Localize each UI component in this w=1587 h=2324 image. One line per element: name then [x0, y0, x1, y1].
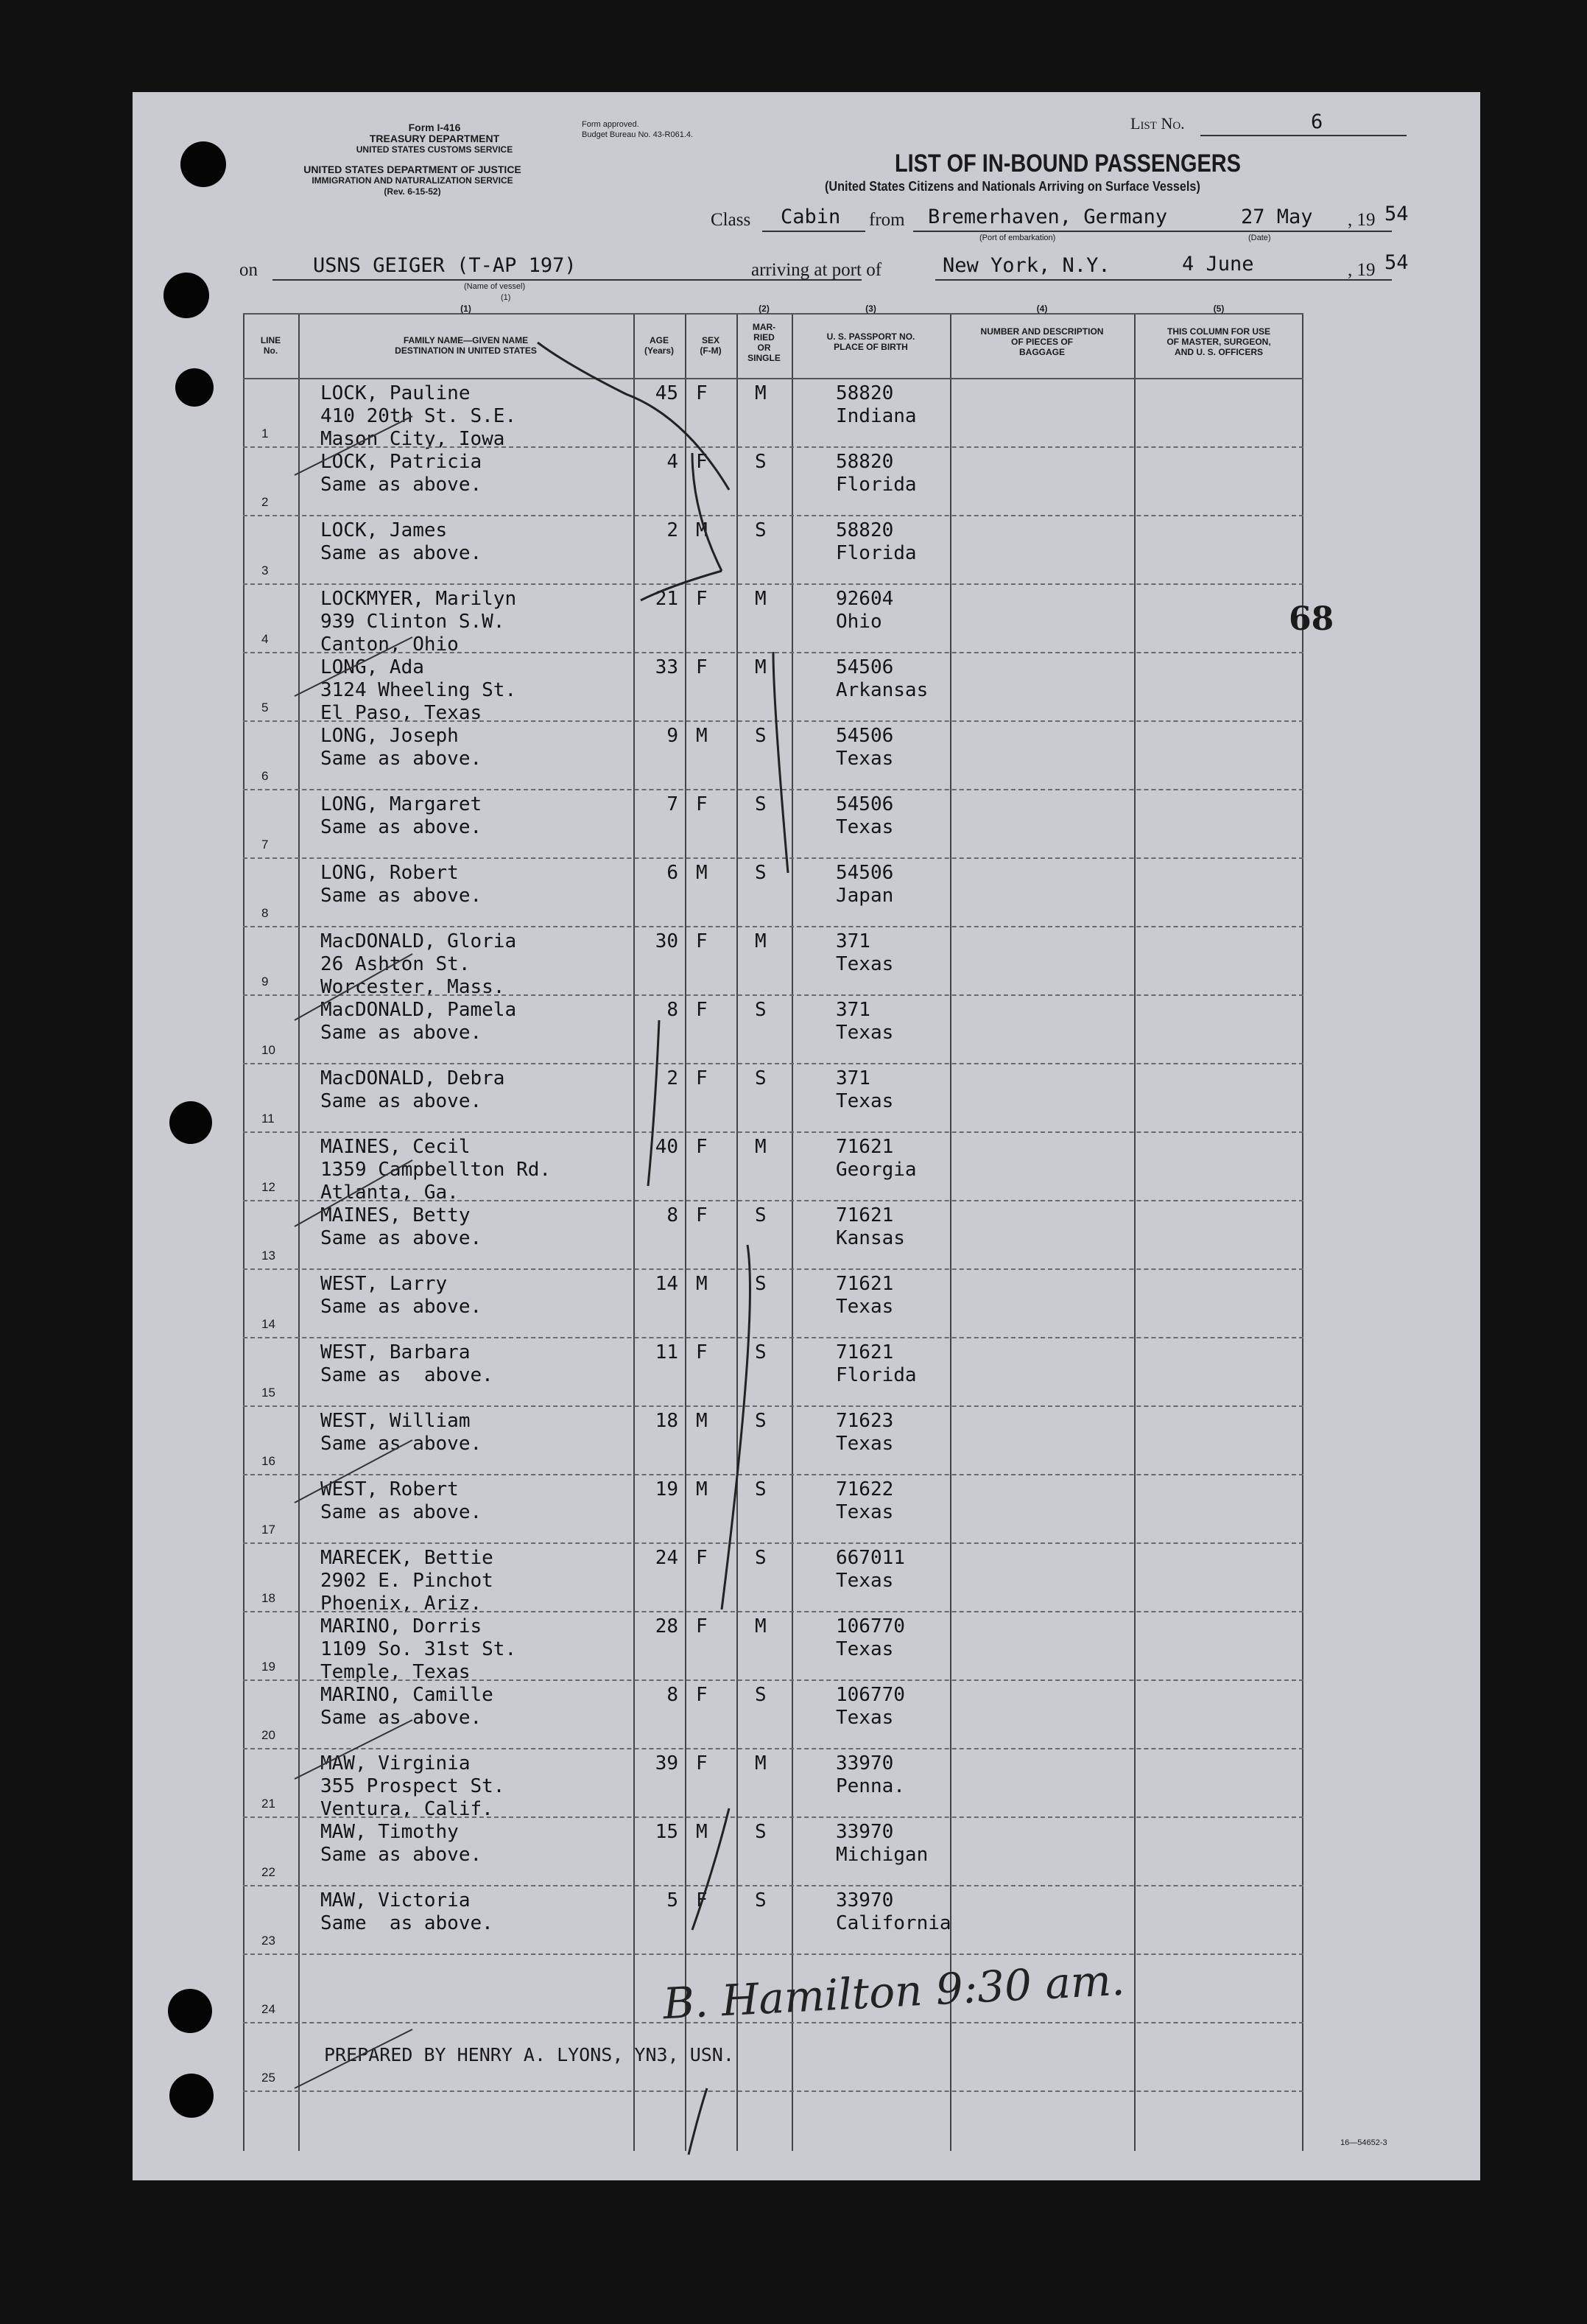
passport-and-birthplace: 54506 Texas [836, 725, 894, 770]
passenger-marital-status: S [755, 1273, 767, 1295]
col-header-sex: SEX (F-M) [700, 335, 722, 356]
passenger-age: 8 [666, 1204, 678, 1226]
passenger-age: 15 [655, 1821, 678, 1843]
passenger-name-destination: MacDONALD, Debra Same as above. [320, 1067, 505, 1112]
line-number: 16 [261, 1454, 275, 1468]
passport-and-birthplace: 71621 Texas [836, 1273, 894, 1318]
col-header-name: FAMILY NAME—GIVEN NAME DESTINATION IN UNITED STATES [395, 335, 537, 356]
passenger-age: 28 [655, 1615, 678, 1637]
line-number: 3 [261, 564, 269, 578]
line-number: 5 [261, 701, 269, 715]
punch-hole [169, 2074, 214, 2118]
passport-and-birthplace: 71621 Florida [836, 1341, 917, 1386]
passenger-age: 9 [666, 725, 678, 747]
passenger-age: 2 [666, 519, 678, 541]
line-number: 8 [261, 906, 269, 920]
line-number: 4 [261, 632, 269, 646]
passenger-age: 33 [655, 656, 678, 678]
class-underline [762, 231, 865, 232]
passenger-name-destination: MAW, Timothy Same as above. [320, 1821, 482, 1866]
passenger-age: 4 [666, 451, 678, 473]
justice-dept: UNITED STATES DEPARTMENT OF JUSTICE [303, 164, 521, 175]
passenger-name-destination: MAW, Victoria Same as above. [320, 1889, 493, 1934]
passenger-sex: F [696, 1889, 708, 1911]
passport-and-birthplace: 58820 Indiana [836, 382, 917, 427]
passenger-marital-status: S [755, 1341, 767, 1363]
passport-and-birthplace: 371 Texas [836, 999, 894, 1044]
passenger-age: 40 [655, 1136, 678, 1158]
passenger-sex: F [696, 1204, 708, 1226]
passport-and-birthplace: 54506 Arkansas [836, 656, 929, 701]
passenger-sex: F [696, 999, 708, 1021]
class-value: Cabin [781, 206, 841, 228]
passenger-marital-status: S [755, 519, 767, 541]
passenger-sex: F [696, 1067, 708, 1089]
line-number: 10 [261, 1043, 275, 1057]
col-header-line-no: LINE No. [260, 335, 281, 356]
col-header-officers: THIS COLUMN FOR USE OF MASTER, SURGEON, AND U. S. OFFICERS [1167, 326, 1271, 357]
arrival-year-prefix: , 19 [1348, 260, 1376, 280]
passenger-age: 8 [666, 999, 678, 1021]
check-mark [295, 954, 412, 1020]
passenger-marital-status: S [755, 862, 767, 884]
passport-and-birthplace: 371 Texas [836, 930, 894, 975]
passenger-marital-status: S [755, 1067, 767, 1089]
passenger-name-destination: LOCK, Patricia Same as above. [320, 451, 482, 496]
passenger-name-destination: MARECEK, Bettie 2902 E. Pinchot Phoenix, Ariz. [320, 1547, 493, 1615]
passenger-sex: F [696, 1615, 708, 1637]
passenger-name-destination: LONG, Margaret Same as above. [320, 793, 482, 838]
passenger-marital-status: M [755, 656, 767, 678]
passenger-name-destination: MacDONALD, Gloria 26 Ashton St. Worcester, Mass. [320, 930, 517, 998]
passenger-marital-status: S [755, 999, 767, 1021]
passenger-name-destination: WEST, Barbara Same as above. [320, 1341, 493, 1386]
passport-and-birthplace: 33970 Penna. [836, 1752, 905, 1797]
passport-and-birthplace: 71621 Georgia [836, 1136, 917, 1181]
passenger-marital-status: S [755, 1478, 767, 1500]
passenger-age: 24 [655, 1547, 678, 1569]
passport-and-birthplace: 71623 Texas [836, 1410, 894, 1455]
embark-underline [913, 231, 1392, 232]
passenger-age: 7 [666, 793, 678, 815]
line-number: 18 [261, 1591, 275, 1605]
passenger-age: 30 [655, 930, 678, 952]
passenger-marital-status: S [755, 1547, 767, 1569]
passenger-sex: M [696, 1273, 708, 1295]
customs-service: UNITED STATES CUSTOMS SERVICE [356, 144, 513, 155]
passenger-sex: M [696, 1478, 708, 1500]
passenger-age: 8 [666, 1684, 678, 1706]
check-mark [641, 571, 722, 600]
passenger-name-destination: LONG, Joseph Same as above. [320, 725, 482, 770]
col-header-age: AGE (Years) [644, 335, 675, 356]
line-number: 13 [261, 1249, 275, 1263]
passenger-age: 21 [655, 588, 678, 610]
line-number: 6 [261, 769, 269, 783]
margin-number: 68 [1289, 600, 1334, 638]
arrival-underline [935, 279, 1392, 281]
passenger-sex: F [696, 930, 708, 952]
passenger-marital-status: S [755, 1889, 767, 1911]
line-number: 20 [261, 1728, 275, 1742]
passenger-marital-status: S [755, 1821, 767, 1843]
col-number-married: (2) [759, 303, 770, 314]
passenger-name-destination: LOCKMYER, Marilyn 939 Clinton S.W. Canton, Ohio [320, 588, 517, 656]
passenger-marital-status: S [755, 1684, 767, 1706]
col-number-name: (1) [460, 303, 471, 314]
line-number: 25 [261, 2071, 275, 2085]
punch-hole [168, 1989, 212, 2033]
line-number: 1 [261, 426, 269, 440]
passenger-age: 19 [655, 1478, 678, 1500]
port-of-embarkation: Bremerhaven, Germany [928, 206, 1168, 228]
passenger-marital-status: S [755, 793, 767, 815]
passport-and-birthplace: 71621 Kansas [836, 1204, 905, 1249]
form-code: 16—54652-3 [1340, 2138, 1387, 2147]
passport-and-birthplace: 33970 Michigan [836, 1821, 929, 1866]
passenger-sex: F [696, 1341, 708, 1363]
line-number: 17 [261, 1523, 275, 1537]
passenger-age: 45 [655, 382, 678, 404]
vessel-caption: (Name of vessel) [464, 282, 526, 291]
form-revision: (Rev. 6-15-52) [384, 186, 441, 197]
embark-year-prefix: , 19 [1348, 210, 1376, 230]
port-embark-caption: (Port of embarkation) [979, 234, 1056, 242]
passport-and-birthplace: 92604 Ohio [836, 588, 894, 633]
passport-and-birthplace: 71622 Texas [836, 1478, 894, 1523]
check-mark [648, 1020, 659, 1186]
embarkation-date: 27 May [1241, 206, 1313, 228]
passenger-marital-status: M [755, 1136, 767, 1158]
line-number: 7 [261, 838, 269, 852]
check-mark [295, 1440, 412, 1503]
line-number: 12 [261, 1180, 275, 1194]
col-header-baggage: NUMBER AND DESCRIPTION OF PIECES OF BAGGAGE [980, 326, 1104, 357]
check-mark [295, 637, 412, 696]
line-number: 24 [261, 2002, 275, 2016]
check-mark [295, 416, 412, 475]
arrival-date: 4 June [1182, 253, 1254, 275]
punch-hole [163, 273, 209, 318]
ins-service: IMMIGRATION AND NATURALIZATION SERVICE [312, 175, 513, 186]
vessel-name: USNS GEIGER (T-AP 197) [313, 254, 577, 277]
line-number: 22 [261, 1865, 275, 1879]
passenger-sex: M [696, 1410, 708, 1432]
passenger-name-destination: LOCK, Pauline 410 20th St. S.E. Mason City, Iowa [320, 382, 517, 450]
passport-and-birthplace: 106770 Texas [836, 1684, 905, 1729]
passenger-marital-status: M [755, 930, 767, 952]
passenger-age: 2 [666, 1067, 678, 1089]
passenger-age: 14 [655, 1273, 678, 1295]
passenger-sex: F [696, 1136, 708, 1158]
passenger-name-destination: WEST, William Same as above. [320, 1410, 482, 1455]
check-mark [689, 2088, 707, 2155]
passport-and-birthplace: 667011 Texas [836, 1547, 905, 1592]
line-number: 11 [261, 1112, 275, 1126]
check-mark [773, 652, 788, 873]
check-mark [722, 1245, 750, 1609]
vessel-column-number: (1) [501, 293, 511, 302]
passenger-age: 18 [655, 1410, 678, 1432]
form-approved: Form approved. [582, 120, 639, 129]
line-number: 19 [261, 1660, 275, 1674]
passenger-name-destination: LONG, Robert Same as above. [320, 862, 482, 907]
passenger-sex: F [696, 1752, 708, 1774]
passenger-sex: F [696, 793, 708, 815]
on-label: on [239, 260, 258, 280]
check-mark [295, 1160, 412, 1226]
passport-and-birthplace: 106770 Texas [836, 1615, 905, 1660]
passenger-marital-status: M [755, 382, 767, 404]
passport-and-birthplace: 33970 California [836, 1889, 951, 1934]
check-mark [295, 1720, 412, 1779]
punch-hole [175, 368, 214, 407]
passenger-name-destination: MacDONALD, Pamela Same as above. [320, 999, 517, 1044]
passport-and-birthplace: 54506 Texas [836, 793, 894, 838]
col-header-married: MAR- RIED OR SINGLE [747, 322, 781, 363]
passenger-marital-status: M [755, 588, 767, 610]
date-caption: (Date) [1248, 234, 1271, 242]
list-number-underline [1200, 135, 1407, 136]
line-number: 21 [261, 1797, 275, 1811]
check-mark [692, 1808, 729, 1930]
col-header-passport: U. S. PASSPORT NO. PLACE OF BIRTH [826, 331, 915, 352]
embark-year: 54 [1384, 203, 1409, 225]
passenger-name-destination: LONG, Ada 3124 Wheeling St. El Paso, Texas [320, 656, 517, 724]
check-mark [538, 343, 729, 490]
passenger-name-destination: LOCK, James Same as above. [320, 519, 482, 564]
arrival-year: 54 [1384, 251, 1409, 274]
passenger-age: 11 [655, 1341, 678, 1363]
punch-hole [169, 1101, 212, 1144]
passenger-sex: M [696, 862, 708, 884]
passenger-marital-status: M [755, 1752, 767, 1774]
passenger-sex: F [696, 1684, 708, 1706]
passenger-sex: F [696, 588, 708, 610]
passenger-name-destination: WEST, Robert Same as above. [320, 1478, 482, 1523]
line-number: 23 [261, 1934, 275, 1948]
passenger-name-destination: MAINES, Cecil 1359 Campbellton Rd. Atlanta, Ga. [320, 1136, 552, 1204]
passport-and-birthplace: 371 Texas [836, 1067, 894, 1112]
passenger-marital-status: S [755, 451, 767, 473]
manifest-title: LIST OF IN-BOUND PASSENGERS [895, 150, 1241, 178]
prepared-by: PREPARED BY HENRY A. LYONS, YN3, USN. [324, 2044, 734, 2065]
form-number: Form I-416 [408, 122, 461, 133]
passenger-sex: F [696, 451, 708, 473]
list-number: 6 [1311, 110, 1323, 133]
passenger-sex: F [696, 382, 708, 404]
line-number: 15 [261, 1386, 275, 1400]
check-marks [258, 335, 847, 2324]
passenger-name-destination: WEST, Larry Same as above. [320, 1273, 482, 1318]
passenger-sex: M [696, 519, 708, 541]
passenger-name-destination: MARINO, Dorris 1109 So. 31st St. Temple, Texas [320, 1615, 517, 1683]
passport-and-birthplace: 58820 Florida [836, 451, 917, 496]
treasury-dept: TREASURY DEPARTMENT [369, 133, 500, 144]
col-number-passport: (3) [865, 303, 876, 314]
passenger-age: 6 [666, 862, 678, 884]
passenger-sex: M [696, 725, 708, 747]
manifest-subtitle: (United States Citizens and Nationals Arriving on Surface Vessels) [825, 179, 1200, 194]
col-number-officers: (5) [1213, 303, 1225, 314]
arrival-port: New York, N.Y. [943, 254, 1111, 277]
line-number: 9 [261, 975, 269, 989]
check-mark [295, 2029, 412, 2088]
list-number-label: List No. [1130, 114, 1185, 133]
from-label: from [869, 210, 905, 230]
passenger-marital-status: S [755, 725, 767, 747]
passenger-name-destination: MARINO, Camille Same as above. [320, 1684, 493, 1729]
line-number: 14 [261, 1317, 275, 1331]
passenger-sex: F [696, 656, 708, 678]
passenger-sex: F [696, 1547, 708, 1569]
manifest-page [133, 92, 1480, 2180]
arriving-label: arriving at port of [751, 260, 882, 280]
class-label: Class [711, 210, 751, 230]
budget-bureau: Budget Bureau No. 43-R061.4. [582, 130, 694, 139]
passport-and-birthplace: 54506 Japan [836, 862, 894, 907]
passenger-name-destination: MAINES, Betty Same as above. [320, 1204, 482, 1249]
passenger-marital-status: S [755, 1410, 767, 1432]
col-number-baggage: (4) [1036, 303, 1048, 314]
passenger-marital-status: M [755, 1615, 767, 1637]
passenger-marital-status: S [755, 1204, 767, 1226]
passenger-name-destination: MAW, Virginia 355 Prospect St. Ventura, Calif. [320, 1752, 505, 1820]
passenger-sex: M [696, 1821, 708, 1843]
punch-hole [180, 141, 226, 187]
passport-and-birthplace: 58820 Florida [836, 519, 917, 564]
passenger-age: 5 [666, 1889, 678, 1911]
line-number: 2 [261, 495, 269, 509]
passenger-age: 39 [655, 1752, 678, 1774]
officer-signature: B. Hamilton 9:30 am. [661, 1954, 1126, 2029]
